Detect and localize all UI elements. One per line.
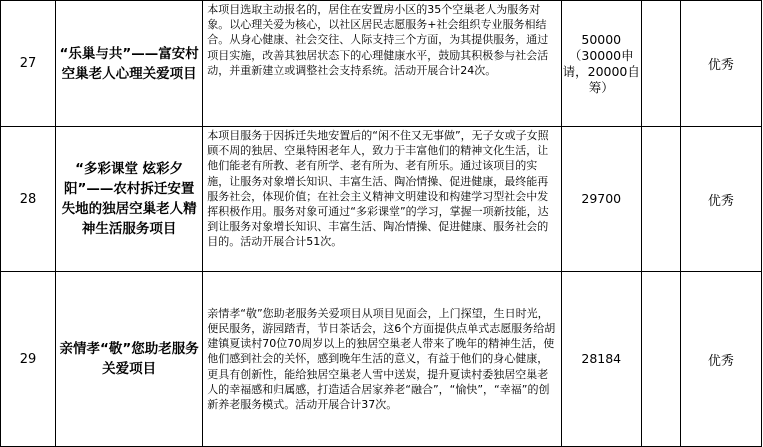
note-cell	[641, 272, 680, 447]
description-text: 亲情孝“敬”您助老服务关爱项目从项目见面会，上门探望，生日时光，便民服务，游园踏青，节日茶话会，这6个方面提供点单式志愿服务给胡建镇夏读村70位70周岁以上的独居空巢老人带来了晚年的精神生活，使他们感到社会的关怀，感到晚年生活的意义，有益于他们的身心健康，更具有创新性，能给独居空巢老人雪中送炭，提升夏读村委独居空巢老人的幸福感和归属感，打造适合居家养老“融合”，“愉快”，“幸福”的创新养老服务模式。活动开展合计37次。	[207, 306, 556, 411]
project-description	[203, 1, 561, 127]
note-cell	[641, 127, 680, 272]
project-funding: 50000（30000申请，20000自筹）	[561, 1, 641, 127]
grade-cell: 优秀	[680, 272, 761, 447]
row-number: 27	[1, 1, 56, 127]
table-row	[1, 272, 762, 447]
note-cell	[641, 1, 680, 127]
row-number: 28	[1, 127, 56, 272]
row-number: 29	[1, 272, 56, 447]
project-funding: 28184	[561, 272, 641, 447]
project-name: “多彩课堂 炫彩夕阳”——农村拆迁安置失地的独居空巢老人精神生活服务项目	[56, 127, 203, 272]
project-funding: 29700	[561, 127, 641, 272]
project-name: 亲情孝“敬”您助老服务关爱项目	[56, 272, 203, 447]
project-description	[203, 127, 561, 272]
grade-cell: 优秀	[680, 1, 761, 127]
table-row	[1, 127, 762, 272]
description-text: 本项目服务于因拆迁失地安置后的“闲不住又无事做”，无子女或子女照顾不周的独居、空巢特困老年人，致力于丰富他们的精神文化生活，让他们能老有所教、老有所学、老有所为、老有所乐。通过该项目的实施，让服务对象增长知识、丰富生活、陶冶情操、促进健康，最终能再服务社会，体现价值；在社会主义精神文明建设和构建学习型社会中发挥积极作用。服务对象可通过“多彩课堂”的学习，掌握一项新技能，达到让服务对象增长知识、丰富生活、陶冶情操、促进健康、服务社会的目的。活动开展合计51次。	[207, 129, 549, 249]
project-description	[203, 272, 561, 447]
description-text: 本项目选取主动报名的，居住在安置房小区的35个空巢老人为服务对象。以心理关爱为核心，以社区居民志愿服务+社会组织专业服务相结合。从身心健康、社会交往、人际支持三个方面，为其提供服务，通过项目实施，改善其独居状态下的心理健康水平，鼓励其积极参与社会活动，并重新建立或调整社会支持系统。活动开展合计24次。	[207, 3, 549, 77]
grade-cell: 优秀	[680, 127, 761, 272]
project-name: “乐巢与共”——富安村空巢老人心理关爱项目	[56, 1, 203, 127]
table-row	[1, 1, 762, 127]
